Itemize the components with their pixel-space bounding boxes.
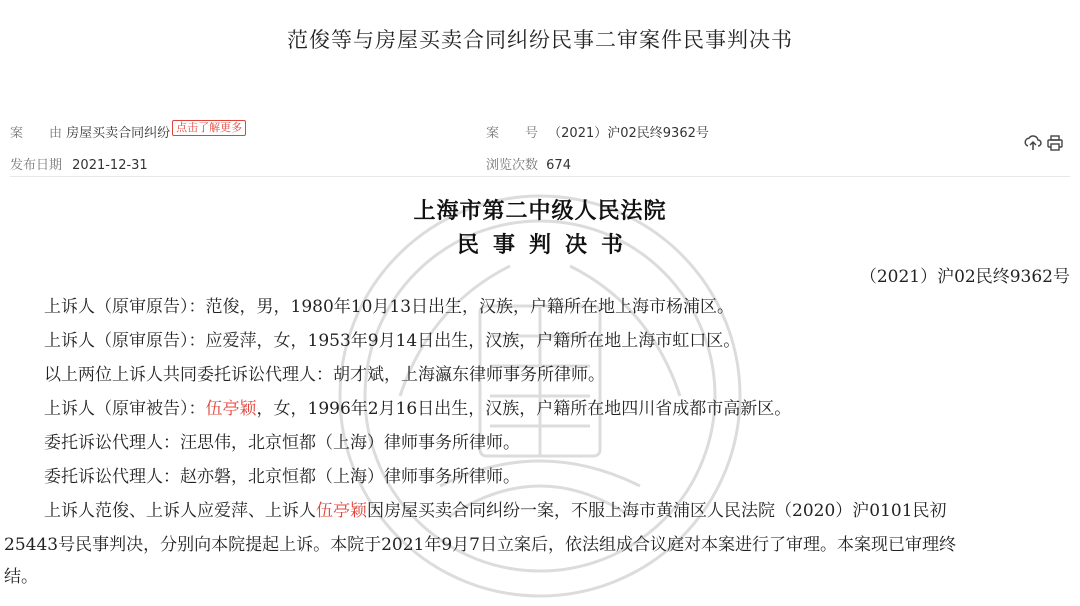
court-name: 上海市第二中级人民法院: [413, 199, 667, 224]
case-text-line-3: 结。: [4, 567, 38, 587]
party-line-3: 以上两位上诉人共同委托诉讼代理人：胡才斌，上海瀛东律师事务所律师。: [44, 365, 605, 385]
party-name-highlight[interactable]: 伍亭颖: [205, 399, 257, 419]
case-number-value: （2021）沪02民终9362号: [548, 126, 709, 141]
case-text-line-1-after: 因房屋买卖合同纠纷一案，不服上海市黄浦区人民法院（2020）沪0101民初: [367, 501, 947, 521]
meta-divider: [10, 176, 1070, 177]
toolbar-icons: [1024, 134, 1064, 152]
party-line-5: 委托诉讼代理人：汪思伟，北京恒都（上海）律师事务所律师。: [44, 433, 520, 453]
party-line-2: 上诉人（原审原告）：应爱萍，女，1953年9月14日出生，汉族，户籍所在地上海市虹口区。: [44, 331, 741, 351]
case-number: [486, 122, 709, 141]
case-cause: [10, 122, 246, 142]
learn-more-link[interactable]: 点击了解更多: [172, 120, 246, 136]
case-number-label: 案 号: [486, 126, 539, 141]
party-line-4-after: ，女，1996年2月16日出生，汉族，户籍所在地四川省成都市高新区。: [256, 399, 792, 419]
publish-date: [10, 154, 148, 173]
party-name-highlight[interactable]: 伍亭颖: [316, 501, 367, 521]
case-cause-value: 房屋买卖合同纠纷: [66, 126, 171, 141]
party-line-6: 委托诉讼代理人：赵亦磐，北京恒都（上海）律师事务所律师。: [44, 467, 520, 487]
view-count-label: 浏览次数: [486, 158, 539, 173]
document-type: 民事判决书: [456, 233, 637, 258]
publish-date-label: 发布日期: [10, 158, 63, 173]
case-text-line-1-before: 上诉人范俊、上诉人应爱萍、上诉人: [44, 501, 316, 521]
print-icon[interactable]: [1046, 134, 1064, 152]
case-text-line-2: 25443号民事判决，分别向本院提起上诉。本院于2021年9月7日立案后，依法组成合议庭对本案进行了审理。本案现已审理终: [4, 535, 956, 555]
party-line-4-before: 上诉人（原审被告）：: [44, 399, 206, 419]
document-case-ref: （2021）沪02民终9362号: [859, 267, 1070, 287]
upload-icon[interactable]: [1024, 134, 1042, 152]
page-title: 范俊等与房屋买卖合同纠纷民事二审案件民事判决书: [287, 28, 793, 52]
view-count: [486, 154, 571, 173]
publish-date-value: 2021-12-31: [72, 158, 148, 173]
view-count-value: 674: [546, 158, 571, 173]
party-line-1: 上诉人（原审原告）：范俊，男，1980年10月13日出生，汉族，户籍所在地上海市杨浦区。: [44, 297, 735, 317]
party-line-4: [44, 394, 791, 419]
case-cause-label: 案 由: [10, 126, 63, 141]
case-text-line-1: [44, 496, 947, 521]
